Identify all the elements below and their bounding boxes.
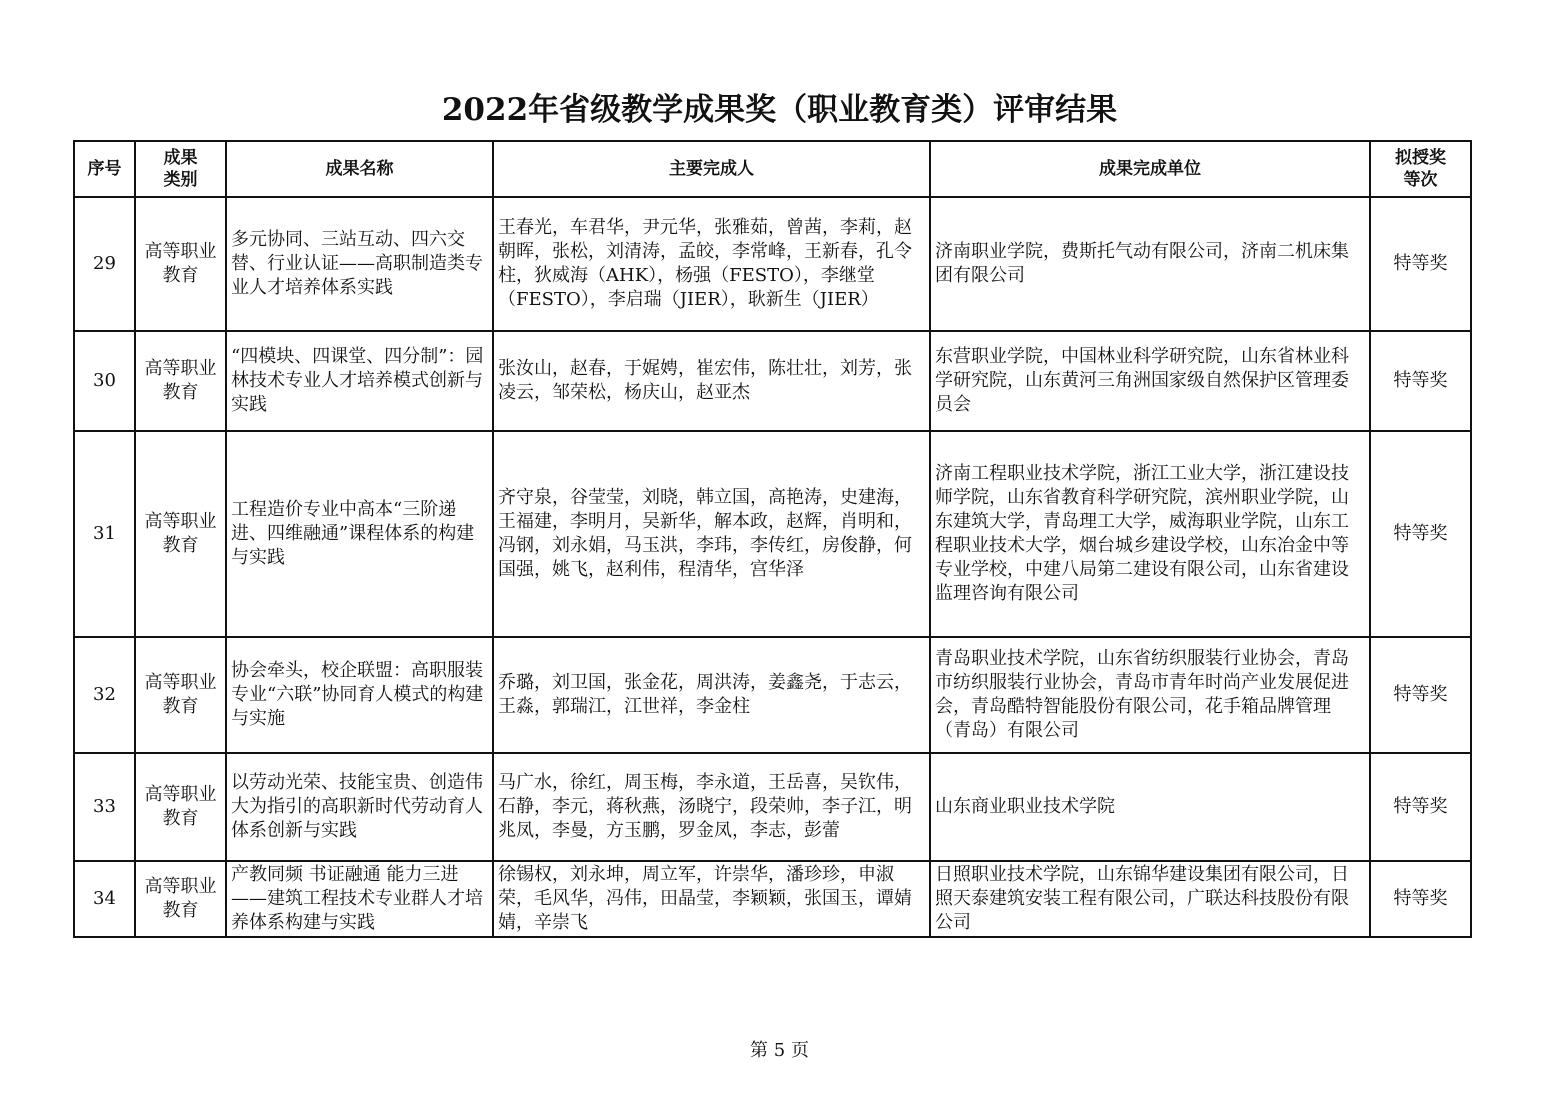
table-row xyxy=(74,431,1471,637)
row-award: 特等奖 xyxy=(1370,331,1471,431)
header-award xyxy=(1370,141,1471,197)
row-units: 济南工程职业技术学院，浙江工业大学，浙江建设技师学院，山东省教育科学研究院，滨州职业学院，山东建筑大学，青岛理工大学，威海职业学院，山东工程职业技术大学，烟台城乡建设学校，山东冶金中等专业学校，中建八局第二建设有限公司，山东省建设监理咨询有限公司 xyxy=(930,431,1370,637)
row-units: 日照职业技术学院，山东锦华建设集团有限公司，日照天泰建筑安装工程有限公司，广联达科技股份有限公司 xyxy=(930,861,1370,937)
row-category-line1: 高等职业 xyxy=(144,358,217,379)
row-units: 青岛职业技术学院，山东省纺织服装行业协会，青岛市纺织服装行业协会，青岛市青年时尚产业发展促进会，青岛酷特智能股份有限公司，花手箱品牌管理（青岛）有限公司 xyxy=(930,637,1370,753)
row-people: 王春光，车君华，尹元华，张雅茹，曾茜，李莉，赵朝晖，张松，刘清涛，孟皎，李常峰，王新春，孔令柱，狄威海（AHK），杨强（FESTO），李继堂（FESTO），李启瑞（JIER），耿新生（JIER） xyxy=(493,197,930,331)
header-people: 主要完成人 xyxy=(493,141,930,197)
row-category xyxy=(135,331,226,431)
header-no: 序号 xyxy=(74,141,135,197)
row-category-line2: 教育 xyxy=(162,382,199,403)
page-title: 2022年省级教学成果奖（职业教育类）评审结果 xyxy=(441,92,1118,128)
row-units: 济南职业学院，费斯托气动有限公司，济南二机床集团有限公司 xyxy=(930,197,1370,331)
row-no: 33 xyxy=(74,753,135,861)
row-category-line1: 高等职业 xyxy=(144,511,217,532)
row-category-line1: 高等职业 xyxy=(144,672,217,693)
header-units: 成果完成单位 xyxy=(930,141,1370,197)
row-category xyxy=(135,431,226,637)
table-header-row xyxy=(74,141,1471,197)
header-category-line2: 类别 xyxy=(163,170,198,190)
row-category xyxy=(135,861,226,937)
row-category-line1: 高等职业 xyxy=(144,241,217,262)
row-no: 34 xyxy=(74,861,135,937)
row-category-line1: 高等职业 xyxy=(144,784,217,805)
row-name: “四模块、四课堂、四分制”：园林技术专业人才培养模式创新与实践 xyxy=(226,331,493,431)
header-category xyxy=(135,141,226,197)
row-no: 31 xyxy=(74,431,135,637)
page-number: 第 5 页 xyxy=(750,1040,809,1061)
row-category-line2: 教育 xyxy=(162,900,199,921)
row-no: 30 xyxy=(74,331,135,431)
table-row xyxy=(74,637,1471,753)
table-row xyxy=(74,197,1471,331)
row-award: 特等奖 xyxy=(1370,197,1471,331)
row-people: 齐守泉，谷莹莹，刘晓，韩立国，高艳涛，史建海，王福建，李明月，吴新华，解本政，赵辉，肖明和，冯钢，刘永娟，马玉洪，李玮，李传红，房俊静，何国强，姚飞，赵利伟，程清华，宫华泽 xyxy=(493,431,930,637)
row-name: 以劳动光荣、技能宝贵、创造伟大为指引的高职新时代劳动育人体系创新与实践 xyxy=(226,753,493,861)
row-name: 多元协同、三站互动、四六交替、行业认证——高职制造类专业人才培养体系实践 xyxy=(226,197,493,331)
table-row xyxy=(74,861,1471,937)
row-category-line1: 高等职业 xyxy=(144,876,217,897)
row-units: 东营职业学院，中国林业科学研究院，山东省林业科学研究院，山东黄河三角洲国家级自然保护区管理委员会 xyxy=(930,331,1370,431)
row-award: 特等奖 xyxy=(1370,753,1471,861)
header-name: 成果名称 xyxy=(226,141,493,197)
row-people: 马广水，徐红，周玉梅，李永道，王岳喜，吴钦伟，石静，李元，蒋秋燕，汤晓宁，段荣帅，李子江，明兆凤，李曼，方玉鹏，罗金凤，李志，彭蕾 xyxy=(493,753,930,861)
row-category xyxy=(135,637,226,753)
row-category-line2: 教育 xyxy=(162,265,199,286)
table-row xyxy=(74,331,1471,431)
row-no: 29 xyxy=(74,197,135,331)
row-people: 张汝山，赵春，于娓娉，崔宏伟，陈壮壮，刘芳，张凌云，邹荣松，杨庆山，赵亚杰 xyxy=(493,331,930,431)
row-category-line2: 教育 xyxy=(162,696,199,717)
row-award: 特等奖 xyxy=(1370,637,1471,753)
row-name: 工程造价专业中高本“三阶递进、四维融通”课程体系的构建与实践 xyxy=(226,431,493,637)
row-no: 32 xyxy=(74,637,135,753)
row-units: 山东商业职业技术学院 xyxy=(930,753,1370,861)
row-award: 特等奖 xyxy=(1370,431,1471,637)
row-category xyxy=(135,753,226,861)
table-row xyxy=(74,753,1471,861)
row-category xyxy=(135,197,226,331)
row-award: 特等奖 xyxy=(1370,861,1471,937)
row-name: 协会牵头，校企联盟：高职服装专业“六联”协同育人模式的构建与实施 xyxy=(226,637,493,753)
row-people: 徐锡权，刘永坤，周立军，许崇华，潘珍珍，申淑荣，毛风华，冯伟，田晶莹，李颖颖，张国玉，谭婧婧，辛崇飞 xyxy=(493,861,930,937)
results-table xyxy=(73,140,1472,938)
row-name: 产教同频 书证融通 能力三进——建筑工程技术专业群人才培养体系构建与实践 xyxy=(226,861,493,937)
row-category-line2: 教育 xyxy=(162,808,199,829)
row-category-line2: 教育 xyxy=(162,535,199,556)
row-people: 乔璐，刘卫国，张金花，周洪涛，姜鑫尧，于志云，王淼，郭瑞江，江世祥，李金柱 xyxy=(493,637,930,753)
header-award-line1: 拟授奖 xyxy=(1395,148,1446,168)
header-category-line1: 成果 xyxy=(163,148,198,168)
header-award-line2: 等次 xyxy=(1403,170,1438,190)
